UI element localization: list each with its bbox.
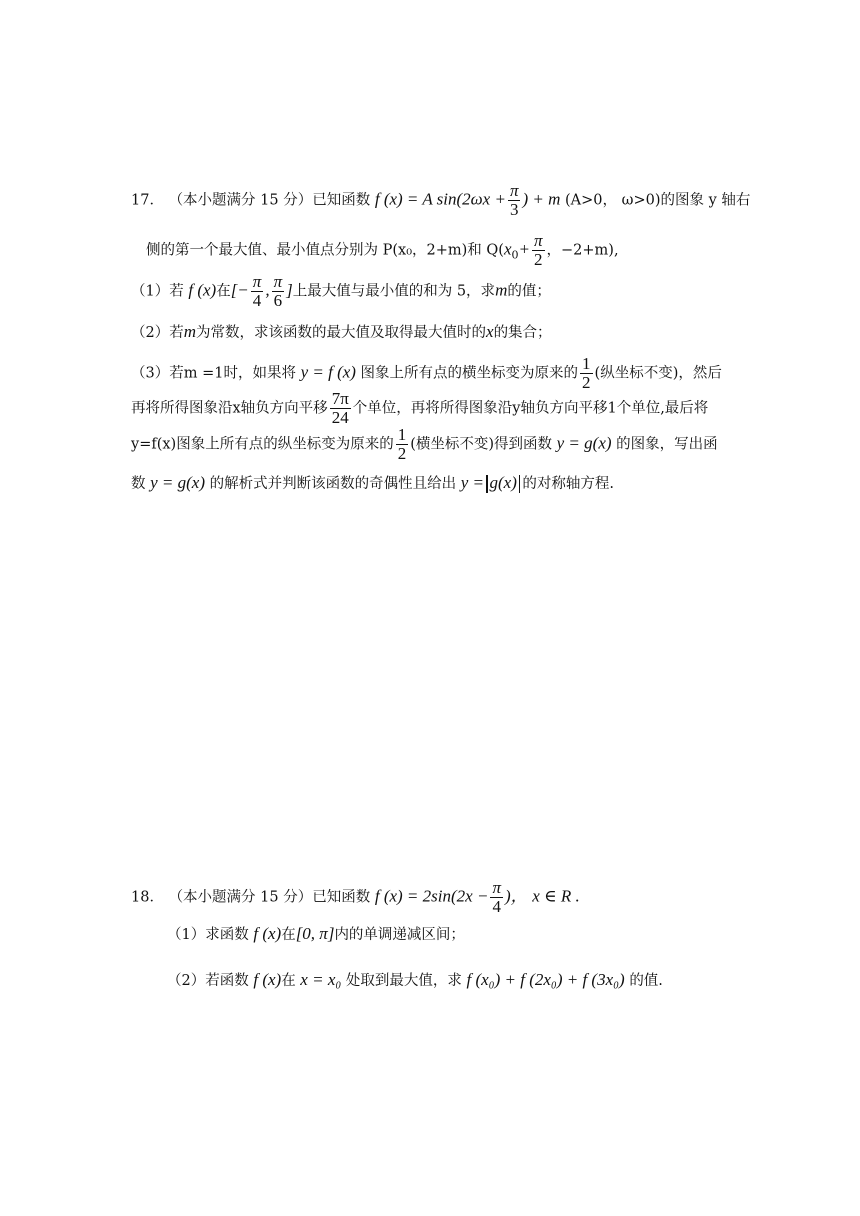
- q18-function: f (x) = 2sin(2x −: [374, 886, 489, 906]
- q17-interval-open: [−: [230, 280, 249, 300]
- q17-p3-end: (纵坐标不变)，然后: [594, 365, 722, 382]
- q17-pi-over-6: [272, 273, 285, 310]
- q17-interval-close: ]: [286, 280, 293, 300]
- q17-line-6: [131, 390, 708, 427]
- q17-one-half-b: [396, 426, 409, 463]
- q18-p2-fx: f (x): [253, 970, 282, 989]
- q17-p3-m1: m =1时，如果将: [183, 365, 296, 382]
- q17-sub-zero: 0: [511, 248, 519, 262]
- q18-header: （本小题满分 15 分）已知函数: [168, 889, 371, 906]
- q17-l8-gx: g(x): [489, 473, 517, 492]
- q17-x: x: [503, 239, 512, 259]
- q18-sum-expression: f (x₀) + f (2x₀) + f (3x₀): [466, 970, 625, 989]
- q17-pi-3: π: [252, 272, 262, 291]
- q17-p3-prefix: （3）若: [131, 365, 184, 382]
- q17-four: 4: [252, 290, 262, 310]
- q18-p2-end: 的值.: [629, 973, 663, 989]
- q17-p2-x: x: [486, 322, 494, 341]
- q18-pi-over-4: [490, 879, 503, 916]
- q17-part-2: [131, 323, 552, 341]
- q17-number: 17．: [131, 192, 164, 209]
- q17-l8-mid: 的解析式并判断该函数的奇偶性且给出: [209, 476, 457, 492]
- q17-seven-pi: 7π: [331, 389, 349, 408]
- q18-x-eq-x0: x = x₀: [300, 970, 342, 989]
- q18-function-close: )，: [504, 886, 528, 906]
- q17-line2-end: ，−2+m),: [546, 242, 619, 259]
- q18-p2-prefix: （2）若函数: [167, 973, 249, 989]
- q17-p1-suffix: 上最大值与最小值的和为 5，求: [292, 283, 496, 300]
- q17-two: 2: [534, 249, 543, 269]
- q18-part-1: [167, 925, 465, 943]
- q17-pi-over-2: [532, 232, 545, 269]
- q18-p1-in: 在: [281, 927, 296, 943]
- q17-p3-mid: 图象上所有点的横坐标变为原来的: [360, 365, 579, 382]
- q18-p1-fx: f (x): [253, 924, 282, 943]
- q17-line-8: [131, 474, 614, 493]
- q18-p1-prefix: （1）求函数: [167, 927, 249, 943]
- q17-function-rhs: ) + m: [522, 189, 561, 209]
- q17-pi-over-3: [508, 182, 521, 219]
- q18-part-2: [167, 971, 663, 989]
- q17-one-b: 1: [397, 425, 407, 444]
- q17-three: 3: [509, 199, 519, 219]
- q17-l7-y-eq-gx: y = g(x): [556, 433, 612, 453]
- q17-p1-in: 在: [216, 283, 231, 300]
- q17-l7-prefix: y=f(x)图象上所有点的纵坐标变为原来的: [131, 436, 394, 453]
- q17-p2-m: m: [183, 322, 197, 341]
- q17-two-b: 2: [397, 443, 407, 463]
- q17-pi-over-4: [251, 273, 264, 310]
- q17-header: （本小题满分 15 分）已知函数: [168, 192, 371, 209]
- q17-l8-y-eq-gx: y = g(x): [150, 473, 205, 492]
- q17-p1-m: m: [495, 280, 508, 300]
- q18-domain: x ∈ R .: [532, 886, 580, 906]
- q18-pi: π: [492, 878, 501, 897]
- q17-line-2: [146, 232, 619, 269]
- q17-part-1: [131, 273, 551, 310]
- q17-l7-mid: (横坐标不变)得到函数: [410, 436, 553, 453]
- q17-plus: +: [518, 239, 530, 259]
- q17-pi: π: [509, 181, 519, 200]
- q17-l7-end: 的图象，写出函: [616, 436, 718, 453]
- q17-pi-2: π: [533, 231, 543, 250]
- q17-p2-prefix: （2）若: [131, 325, 184, 341]
- q17-line-7: [131, 426, 718, 463]
- q17-l6-prefix: 再将所得图象沿x轴负方向平移: [131, 400, 328, 417]
- q18-four: 4: [492, 896, 501, 916]
- q18-number: 18．: [131, 889, 164, 906]
- abs-bar-left: [486, 475, 488, 493]
- q17-p1-end: 的值；: [507, 283, 551, 300]
- q17-comma: ,: [265, 280, 270, 300]
- q17-part-3: [131, 355, 722, 392]
- q18-interval: [0, π]: [295, 924, 335, 943]
- q17-7pi-over-24: [330, 390, 351, 427]
- q17-p1-prefix: （1）若: [131, 283, 184, 300]
- q17-l6-end: 个单位，再将所得图象沿y轴负方向平移1个单位,最后将: [352, 400, 709, 417]
- q17-line-1: [131, 182, 750, 219]
- q17-one-half-a: [580, 355, 593, 392]
- q17-p2-end: 的集合；: [493, 325, 552, 341]
- q17-pi-4: π: [273, 272, 283, 291]
- q17-line2-text: 侧的第一个最大值、最小值点分别为 P(x₀，2+m)和 Q(: [146, 242, 504, 259]
- q17-two-a: 2: [582, 372, 591, 392]
- q18-p2-mid: 在: [281, 973, 296, 989]
- q17-l8-prefix: 数: [131, 476, 146, 492]
- q17-l8-end: 的对称轴方程.: [522, 476, 614, 492]
- q17-conditions: (A>0， ω>0)的图象 y 轴右: [565, 192, 751, 209]
- q17-twentyfour: 24: [331, 407, 349, 427]
- q17-l8-y-eq: y =: [460, 473, 484, 492]
- q18-line-1: [131, 879, 580, 916]
- q17-p2-mid: 为常数，求该函数的最大值及取得最大值时的: [196, 325, 487, 341]
- abs-bar-right: [519, 475, 521, 493]
- q17-six: 6: [273, 290, 283, 310]
- q17-p3-y-eq-fx: y = f (x): [300, 362, 356, 382]
- q18-p2-mid2: 处取到最大值，求: [345, 973, 462, 989]
- q17-one-a: 1: [582, 354, 591, 373]
- q17-p1-fx: f (x): [188, 280, 217, 300]
- q17-function-lhs: f (x) = A sin(2ωx +: [374, 189, 506, 209]
- q18-p1-end: 内的单调递减区间；: [334, 927, 465, 943]
